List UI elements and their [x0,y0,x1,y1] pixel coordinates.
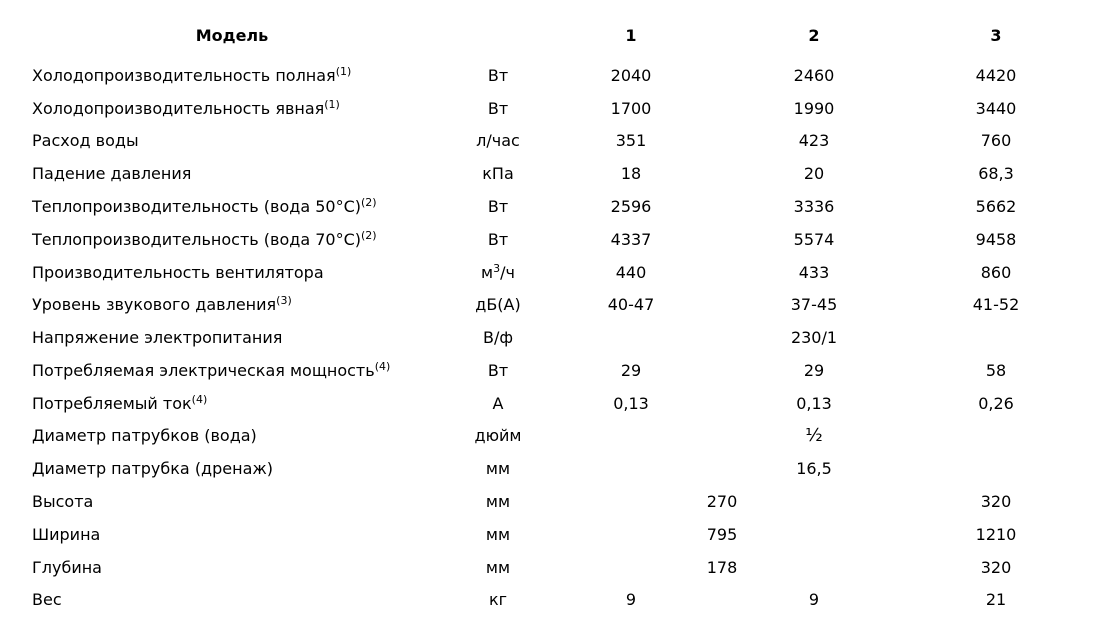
param-label [32,294,292,316]
value-model-1: 2040 [610,66,652,85]
value-all-models: 16,5 [796,459,832,478]
param-text: Диаметр патрубка (дренаж) [32,459,274,478]
table-row [0,196,1098,229]
table-row [0,360,1098,393]
value-model-1: 351 [615,131,647,150]
value-model-2: 29 [803,361,825,380]
unit: Вт [487,230,509,249]
param-label [32,196,377,218]
value-models-1-2: 795 [706,525,738,544]
value-model-3: 760 [980,131,1012,150]
param-text: Холодопроизводительность явная [32,99,325,118]
value-model-3: 68,3 [978,164,1014,183]
value-model-1: 9 [625,590,637,609]
unit [440,262,556,284]
param-text: Потребляемая электрическая мощность [32,361,375,380]
param-text: Напряжение электропитания [32,328,283,347]
unit: мм [485,459,511,478]
param-text: Вес [32,590,62,609]
value-model-1: 4337 [610,230,652,249]
value-models-1-2: 178 [706,558,738,577]
value-model-1: 0,13 [613,394,649,413]
param-text: Падение давления [32,164,192,183]
param-text: Уровень звукового давления [32,295,277,314]
value-all-models: ½ [805,425,823,446]
param-text: Глубина [32,558,102,577]
value-model-2: 5574 [793,230,835,249]
table-row [0,524,1098,557]
param-text: Ширина [32,525,101,544]
footnote-ref: (2) [360,196,377,209]
unit-exponent: 3 [493,262,501,275]
param-text: Расход воды [32,131,139,150]
unit-base: м [481,263,494,282]
param-label [32,458,273,480]
table-row [0,65,1098,98]
unit: Вт [487,99,509,118]
footnote-ref: (3) [276,294,292,307]
param-text: Высота [32,492,94,511]
footnote-ref: (1) [324,98,340,111]
value-model-2: 2460 [793,66,835,85]
param-text: Теплопроизводительность (вода 50°C) [32,197,361,216]
unit: кг [488,590,508,609]
param-text: Производительность вентилятора [32,263,324,282]
model-3-header: 3 [990,26,1002,45]
param-label [32,524,100,546]
model-1-header: 1 [625,26,637,45]
value-model-3: 1210 [975,525,1017,544]
value-model-2: 37-45 [790,295,838,314]
value-model-3: 320 [980,558,1012,577]
param-text: Диаметр патрубков (вода) [32,426,257,445]
table-row [0,229,1098,262]
param-label [32,425,257,447]
table-row [0,393,1098,426]
table-row [0,589,1098,622]
unit: В/ф [482,328,514,347]
value-model-3: 0,26 [978,394,1014,413]
param-label [32,327,282,349]
param-label [32,589,62,611]
param-label [32,229,377,251]
value-model-1: 1700 [610,99,652,118]
table-row [0,130,1098,163]
value-model-3: 9458 [975,230,1017,249]
value-model-3: 21 [985,590,1007,609]
value-model-1: 29 [620,361,642,380]
table-row [0,557,1098,590]
value-model-2: 433 [798,263,830,282]
unit: л/час [476,131,520,150]
table-row [0,163,1098,196]
table-row [0,458,1098,491]
value-model-3: 58 [985,361,1007,380]
footnote-ref: (2) [360,229,377,242]
value-model-2: 20 [803,164,825,183]
value-model-1: 40-47 [607,295,655,314]
unit: мм [485,525,511,544]
param-label [32,98,340,120]
param-text: Потребляемый ток [32,394,192,413]
table-row [0,262,1098,295]
unit: Вт [487,66,509,85]
table-row [0,327,1098,360]
value-model-3: 5662 [975,197,1017,216]
value-all-models: 230/1 [790,328,838,347]
table-row [0,425,1098,458]
value-model-3: 41-52 [972,295,1020,314]
value-model-2: 0,13 [796,394,832,413]
table-header-row [0,25,1098,58]
table-row [0,491,1098,524]
param-text: Теплопроизводительность (вода 70°C) [32,230,361,249]
value-model-3: 320 [980,492,1012,511]
unit: А [492,394,504,413]
footnote-ref: (4) [374,360,391,373]
unit: кПа [482,164,514,183]
unit: мм [485,558,511,577]
value-model-1: 18 [620,164,642,183]
param-label [32,163,191,185]
value-model-1: 440 [615,263,647,282]
value-model-2: 3336 [793,197,835,216]
param-label [32,360,390,382]
unit: дБ(А) [475,295,521,314]
model-2-header: 2 [808,26,820,45]
param-label [32,491,93,513]
value-model-2: 423 [798,131,830,150]
value-model-3: 860 [980,263,1012,282]
unit: дюйм [474,426,522,445]
table-row [0,98,1098,131]
footnote-ref: (4) [191,393,208,406]
value-model-1: 2596 [610,197,652,216]
param-text: Холодопроизводительность полная [32,66,336,85]
unit: Вт [487,361,509,380]
param-label [32,130,139,152]
unit-tail: /ч [500,263,515,282]
param-label [32,65,351,87]
value-model-2: 1990 [793,99,835,118]
model-header-label: Модель [195,26,269,45]
value-models-1-2: 270 [706,492,738,511]
table-row [0,294,1098,327]
param-label [32,393,207,415]
value-model-2: 9 [808,590,820,609]
unit: Вт [487,197,509,216]
value-model-3: 3440 [975,99,1017,118]
footnote-ref: (1) [335,65,352,78]
param-label [32,557,102,579]
param-label [32,262,324,284]
value-model-3: 4420 [975,66,1017,85]
unit: мм [485,492,511,511]
